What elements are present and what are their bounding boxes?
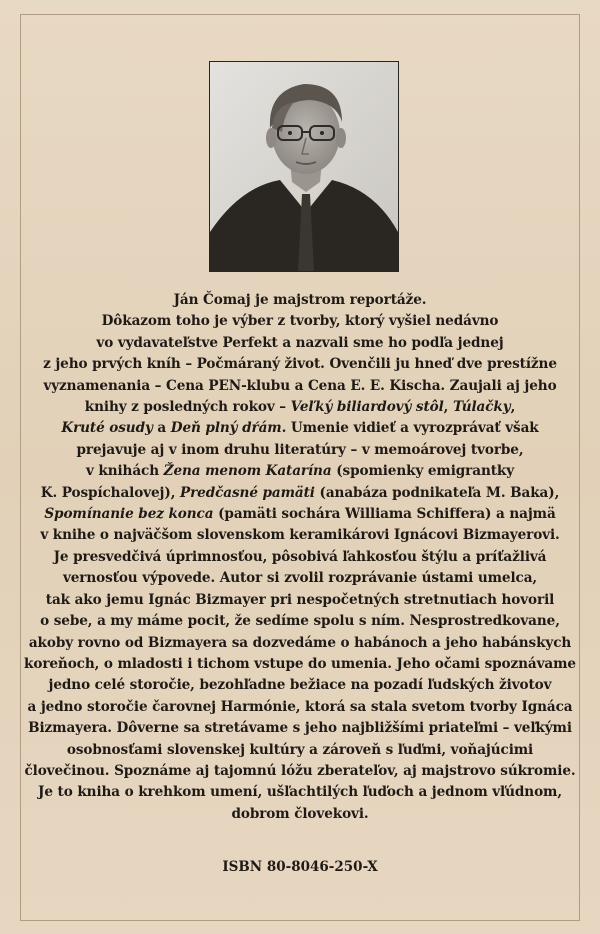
description-text: o sebe, a my máme pocit, že sedíme spolu s ním. Nesprostredkovane, bbox=[40, 613, 560, 630]
description-text: (pamäti sochára Williama Schiffera) a najmä bbox=[213, 506, 556, 523]
description-line bbox=[24, 461, 576, 482]
description-text: (spomienky emigrantky bbox=[331, 463, 515, 480]
description-line bbox=[24, 590, 576, 611]
description-line bbox=[24, 654, 576, 675]
isbn-number: ISBN 80-8046-250-X bbox=[222, 859, 378, 875]
description-text: a bbox=[152, 420, 171, 437]
book-title-italic: Žena menom Katarína bbox=[163, 463, 332, 480]
description-line bbox=[24, 633, 576, 654]
description-text: a jedno storočie čarovnej Harmónie, ktorá sa stala svetom tvorby Ignáca bbox=[27, 698, 573, 715]
description-text: koreňoch, o mladosti i tichom vstupe do umenia. Jeho očami spoznávame bbox=[24, 655, 576, 672]
description-text: v knihách bbox=[85, 463, 164, 480]
description-line bbox=[24, 504, 576, 525]
book-title-italic: Predčasné pamäti bbox=[179, 484, 315, 501]
book-title-italic: Veľký biliardový stôl bbox=[290, 399, 444, 416]
description-line bbox=[24, 525, 576, 546]
description-line bbox=[24, 740, 576, 761]
description-text: akoby rovno od Bizmayera sa dozvedáme o habánoch a jeho habánskych bbox=[28, 634, 572, 651]
description-line bbox=[24, 376, 576, 397]
description-text: dobrom človekovi. bbox=[231, 805, 369, 822]
description-text: v knihe o najväčšom slovenskom keramikárovi Ignácovi Bizmayerovi. bbox=[40, 527, 560, 544]
description-text: Je presvedčivá úprimnosťou, pôsobivá ľahkosťou štýlu a príťažlivá bbox=[53, 548, 547, 565]
description-text: jedno celé storočie, bezohľadne bežiace na pozadí ľudských životov bbox=[48, 677, 552, 694]
description-line bbox=[24, 718, 576, 739]
description-line bbox=[24, 611, 576, 632]
description-line bbox=[24, 568, 576, 589]
description-text: osobnosťami slovenskej kultúry a zároveň s ľuďmi, voňajúcimi bbox=[66, 741, 534, 758]
book-description bbox=[24, 290, 576, 825]
description-line bbox=[24, 547, 576, 568]
book-title-italic: Kruté osudy bbox=[61, 420, 153, 437]
description-line bbox=[24, 782, 576, 803]
description-text: Je to kniha o krehkom umení, ušľachtilých ľuďoch a jednom vľúdnom, bbox=[38, 784, 562, 801]
description-line bbox=[24, 290, 576, 311]
description-line bbox=[24, 333, 576, 354]
description-text: Dôkazom toho je výber z tvorby, ktorý vyšiel nedávno bbox=[101, 313, 499, 330]
description-text: , bbox=[443, 399, 453, 416]
description-text: . Umenie vidieť a vyrozprávať však bbox=[281, 420, 539, 437]
author-photo bbox=[209, 61, 399, 272]
description-line bbox=[24, 418, 576, 439]
book-title-italic: Túlačky bbox=[452, 399, 511, 416]
description-line bbox=[24, 354, 576, 375]
book-title-italic: Spomínanie bez konca bbox=[44, 506, 214, 523]
description-text: vernosťou výpovede. Autor si zvolil rozprávanie ústami umelca, bbox=[62, 570, 538, 587]
description-line bbox=[24, 311, 576, 332]
description-text: prejavuje aj v inom druhu literatúry – v memoárovej tvorbe, bbox=[76, 441, 524, 458]
description-text: z jeho prvých kníh – Počmáraný život. Ovenčili ju hneď dve prestížne bbox=[43, 356, 557, 373]
description-line bbox=[24, 761, 576, 782]
description-line bbox=[24, 804, 576, 825]
description-line bbox=[24, 440, 576, 461]
description-line bbox=[24, 397, 576, 418]
description-text: človečinou. Spoznáme aj tajomnú lóžu zberateľov, aj majstrovo súkromie. bbox=[24, 762, 576, 779]
description-line bbox=[24, 483, 576, 504]
description-text: vyznamenania – Cena PEN-klubu a Cena E. E. Kischa. Zaujali aj jeho bbox=[43, 377, 557, 394]
book-title-italic: Deň plný dŕám bbox=[170, 420, 282, 437]
description-line bbox=[24, 675, 576, 696]
description-text: vo vydavateľstve Perfekt a nazvali sme ho podľa jednej bbox=[96, 334, 504, 351]
description-line bbox=[24, 697, 576, 718]
description-text: Bizmayera. Dôverne sa stretávame s jeho najbližšími priateľmi – veľkými bbox=[28, 720, 572, 737]
description-text: knihy z posledných rokov – bbox=[84, 399, 291, 416]
description-text: tak ako jemu Ignác Bizmayer pri nespočetných stretnutiach hovoril bbox=[45, 591, 555, 608]
description-text: K. Pospíchalovej), bbox=[40, 484, 180, 501]
description-text: , bbox=[510, 399, 516, 416]
description-text: (anabáza podnikateľa M. Baka), bbox=[314, 484, 560, 501]
description-text: Ján Čomaj je majstrom reportáže. bbox=[173, 292, 427, 308]
